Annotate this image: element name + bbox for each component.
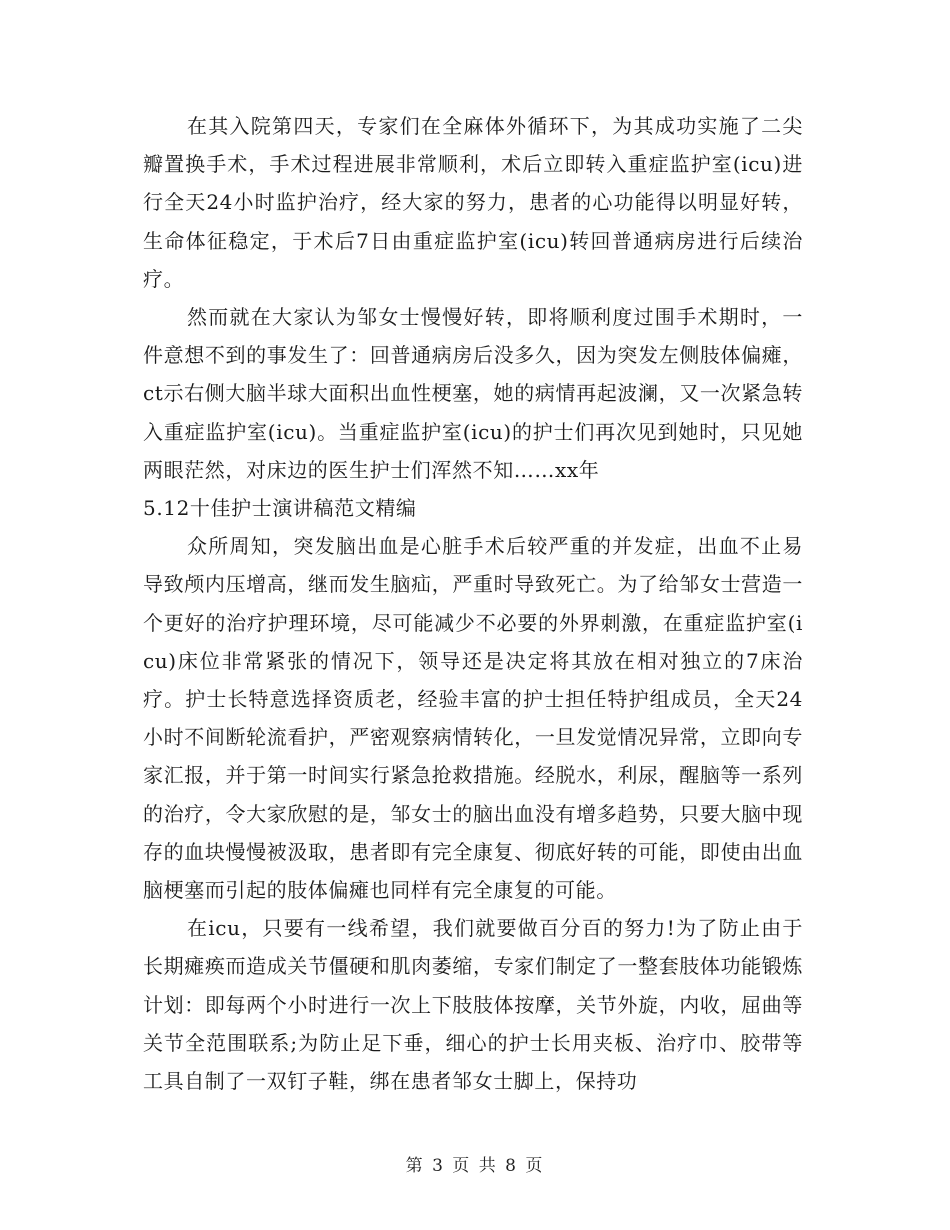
- paragraph-heading-line: 5.12十佳护士演讲稿范文精编: [143, 496, 417, 521]
- paragraph-treatment: 众所周知，突发脑出血是心脏手术后较严重的并发症，出血不止易导致颅内压增高，继而发生脑疝，严重时导致死亡。为了给邹女士营造一个更好的治疗护理环境，尽可能减少不必要的外界刺激，在重症监护室(icu)床位非常紧张的情况下，领导还是决定将其放在相对独立的7床治疗。护士长特意选择资质老，经验丰富的护士担任特护组成员，全天24小时不间断轮流看护，严密观察病情转化，一旦发觉情况异常，立即向专家汇报，并于第一时间实行紧急抢救措施。经脱水，利尿，醒脑等一系列的治疗，令大家欣慰的是，邹女士的脑出血没有增多趋势，只要大脑中现存的血块慢慢被汲取，患者即有完全康复、彻底好转的可能，即使由出血脑梗塞而引起的肢体偏瘫也同样有完全康复的可能。: [143, 534, 803, 903]
- paragraph-surgery: 在其入院第四天，专家们在全麻体外循环下，为其成功实施了二尖瓣置换手术，手术过程进展非常顺利，术后立即转入重症监护室(icu)进行全天24小时监护治疗，经大家的努力，患者的心功能得以明显好转，生命体征稳定，于术后7日由重症监护室(icu)转回普通病房进行后续治疗。: [143, 114, 803, 291]
- paragraph-complication: 然而就在大家认为邹女士慢慢好转，即将顺利度过围手术期时，一件意想不到的事发生了：回普通病房后没多久，因为突发左侧肢体偏瘫，ct示右侧大脑半球大面积出血性梗塞，她的病情再起波澜，又一次紧急转入重症监护室(icu)。当重症监护室(icu)的护士们再次见到她时，只见她两眼茫然，对床边的医生护士们浑然不知……xx年: [143, 305, 803, 482]
- paragraph-rehabilitation: 在icu，只要有一线希望，我们就要做百分百的努力!为了防止由于长期瘫痪而造成关节僵硬和肌肉萎缩，专家们制定了一整套肢体功能锻炼计划：即每两个小时进行一次上下肢肢体按摩，关节外旋，内收，屈曲等关节全范围联系;为防止足下垂，细心的护士长用夹板、治疗巾、胶带等工具自制了一双钉子鞋，绑在患者邹女士脚上，保持功: [143, 916, 803, 1094]
- page-number-footer: 第 3 页 共 8 页: [405, 1156, 545, 1176]
- body-text: [143, 107, 803, 1100]
